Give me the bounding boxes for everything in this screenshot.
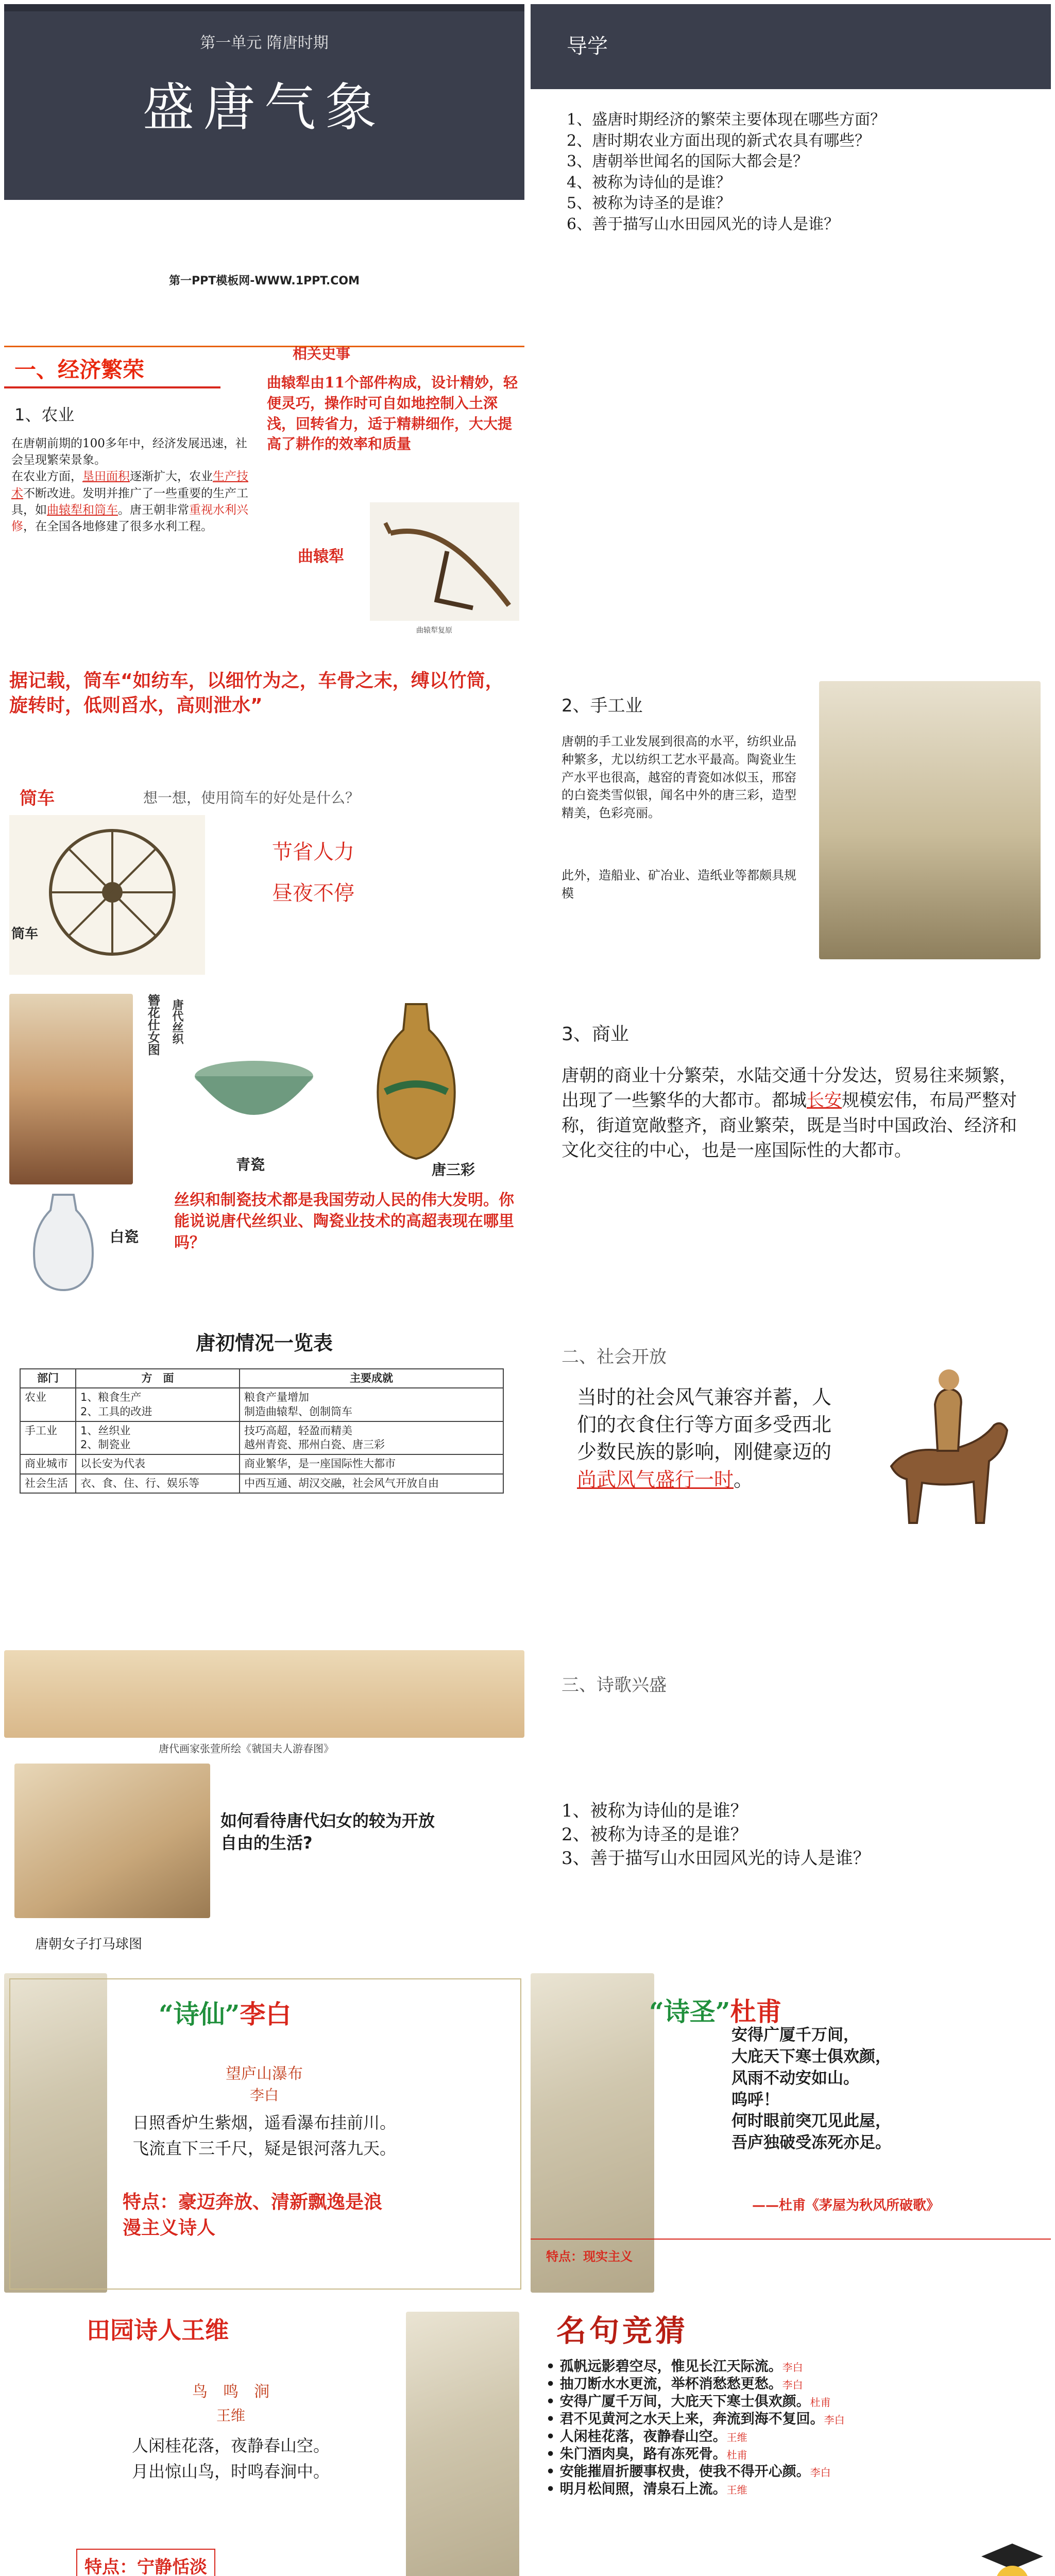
guide-item: 5、被称为诗圣的是谁？ [567, 194, 731, 212]
table-title: 唐初情况一览表 [195, 1332, 333, 1354]
quiz-line: 孤帆远影碧空尽，惟见长江天际流。 [559, 2359, 782, 2375]
handicraft-text-2: 此外，造船业、矿冶业、造纸业等都颇具规模 [561, 868, 796, 901]
plow-illustration [370, 502, 519, 621]
quiz-answer: 王维 [726, 2484, 747, 2497]
guide-item: 3、唐朝举世闻名的国际大都会是？ [567, 152, 809, 171]
slide-13-dufu [531, 1973, 1051, 2293]
table-cell: 商业城市 [20, 1454, 76, 1473]
white-porcelain-label: 白瓷 [110, 1228, 139, 1245]
heading-underline [4, 386, 220, 388]
bowl-body [195, 1076, 313, 1115]
slide-7-commerce [531, 989, 1051, 1308]
waterwheel-label: 筒车 [20, 788, 55, 809]
poetry-question: 2、被称为诗圣的是谁？ [561, 1824, 748, 1845]
table-cell: 社会生活 [20, 1474, 76, 1493]
slide-10-women [4, 1645, 524, 1964]
table-cell: 农业 [20, 1388, 76, 1421]
celadon-label: 青瓷 [236, 1156, 265, 1173]
waterwheel-quote: 据记载，筒车“如纺车，以细竹为之，车骨之末，缚以竹筒，旋转时，低则舀水，高则泄水” [9, 670, 504, 716]
quiz-item: • 明月松间照，清泉石上流。王维 [546, 2481, 747, 2498]
poem-title: 鸟 鸣 涧 [192, 2383, 269, 2401]
agri-text: ，在全国各地修建了很多水利工程。 [23, 519, 213, 533]
slide-4-waterwheel [4, 660, 524, 980]
handicraft-text: 唐朝的手工业发展到很高的水平，纺织业品种繁多，尤以纺织工艺水平最高。陶瓷业生产水平也很高，越窑的青瓷如冰似玉，邢窑的白瓷类雪似银，闻名中外的唐三彩，造型精美，色彩亮丽。 [561, 734, 796, 821]
waterwheel-side-label: 筒车 [11, 926, 39, 942]
guide-item: 2、唐时期农业方面出现的新式农具有哪些？ [567, 131, 871, 150]
agri-highlight: 垦田面积 [82, 470, 130, 484]
agri-text: 逐渐扩大，农业 [130, 470, 213, 484]
agri-highlight: 重视水利兴修 [11, 503, 248, 533]
title-part: “诗仙” [159, 1999, 240, 2029]
table-header-cell: 主要成就 [240, 1369, 503, 1388]
dufu-poem [731, 2025, 891, 2154]
agri-highlight: 曲辕犁和筒车 [47, 503, 118, 517]
rider-body [935, 1389, 961, 1451]
table-cell: 粮食产量增加 制造曲辕犁、创制筒车 [240, 1388, 503, 1421]
quiz-answer: 王维 [726, 2431, 747, 2444]
quiz-item: • 朱门酒肉臭，路有冻死骨。杜甫 [546, 2446, 747, 2463]
header-strip [4, 4, 524, 11]
celadon-bowl [190, 1040, 318, 1143]
quiz-line: 明月松间照，清泉石上流。 [559, 2481, 727, 2498]
poem-line: 大庇天下寒士俱欢颜， [731, 2047, 891, 2066]
poem-line: 何时眼前突兀见此屋， [731, 2112, 891, 2131]
quiz-answer: 杜甫 [810, 2396, 831, 2409]
tricolor-label: 唐三彩 [432, 1161, 475, 1178]
sub-heading-commerce: 3、商业 [561, 1024, 629, 1045]
crafts-question: 丝织和制瓷技术都是我国劳动人民的伟大发明。你能说说唐代丝织业、陶瓷业技术的高超表现在哪里吗？ [174, 1191, 514, 1252]
slide-3-agriculture [4, 332, 524, 652]
quiz-item: • 君不见黄河之水天上来，奔流到海不复回。李白 [546, 2411, 845, 2428]
guide-item: 1、盛唐时期经济的繁荣主要体现在哪些方面？ [567, 111, 886, 129]
quiz-answer: 李白 [824, 2414, 845, 2427]
sub-heading-social: 二、社会开放 [561, 1347, 667, 1367]
quiz-line: 人闲桂花落，夜静春山空。 [559, 2429, 727, 2445]
spring-outing-painting [4, 1650, 524, 1738]
slide-14-wangwei [4, 2301, 524, 2576]
agri-text: 不断改进。发明并推广了一些重要的生产工具，如 [11, 486, 248, 517]
polo-caption: 唐朝女子打马球图 [35, 1937, 143, 1952]
ship-image [819, 681, 1041, 959]
poem-line: 日照香炉生紫烟，遥看瀑布挂前川。 [132, 2113, 396, 2132]
poetry-question: 3、善于描写山水田园风光的诗人是谁？ [561, 1848, 871, 1869]
libai-title [159, 1994, 292, 2031]
table-cell: 以长安为代表 [76, 1454, 240, 1473]
porcelain-body [34, 1195, 93, 1290]
rider-head [939, 1369, 959, 1390]
polo-painting [14, 1764, 210, 1918]
slide-5-handicraft [531, 660, 1051, 980]
table-cell: 1、丝织业 2、制瓷业 [76, 1421, 240, 1455]
summary-table [20, 1368, 504, 1494]
table-cell: 手工业 [20, 1421, 76, 1455]
quiz-answer: 李白 [782, 2379, 803, 2392]
agri-text: 。唐王朝非常 [118, 503, 189, 517]
guide-item: 6、善于描写山水田园风光的诗人是谁？ [567, 215, 840, 233]
table-row [20, 1421, 503, 1455]
table-cell: 1、粮食生产 2、工具的改进 [76, 1388, 240, 1421]
guide-list [567, 110, 886, 235]
table-cell: 商业繁华，是一座国际性大都市 [240, 1454, 503, 1473]
women-question: 如何看待唐代妇女的较为开放自由的生活? [220, 1811, 435, 1853]
related-facts-title: 相关史事 [293, 345, 351, 362]
cap-board [981, 2544, 1043, 2569]
slide-12-libai [4, 1973, 524, 2293]
poem-author: 王维 [216, 2407, 245, 2424]
painting-caption: 唐代画家张萱所绘《虢国夫人游春图》 [159, 1742, 334, 1755]
wangwei-title: 田园诗人王维 [87, 2316, 229, 2344]
dufu-portrait [531, 1973, 654, 2293]
agri-paragraph [11, 435, 248, 535]
social-text [577, 1384, 845, 1494]
agri-highlight: 生产技术 [11, 470, 248, 500]
slide-8-table [4, 1317, 524, 1636]
sub-heading-poetry: 三、诗歌兴盛 [561, 1675, 667, 1696]
related-facts-text: 曲辕犁由11个部件构成，设计精妙，轻便灵巧，操作时可自如地控制入土深浅，回转省力，适于精耕细作，大大提高了耕作的效率和质量 [267, 374, 518, 453]
dufu-feature: 特点：现实主义 [546, 2249, 633, 2264]
wangwei-feature: 特点：宁静恬淡 [76, 2549, 215, 2576]
quiz-answer: 李白 [782, 2361, 803, 2374]
wangwei-portrait [406, 2312, 519, 2576]
graduate-cartoon-icon [979, 2538, 1046, 2576]
poem-title: 望庐山瀑布 [226, 2065, 303, 2083]
libai-feature: 特点：豪迈奔放、清新飘逸是浪漫主义诗人 [123, 2192, 383, 2239]
quiz-item: • 孤帆远影碧空尽，惟见长江天际流。李白 [546, 2359, 803, 2375]
slide-15-quiz [531, 2301, 1051, 2576]
poetry-question: 1、被称为诗仙的是谁？ [561, 1801, 748, 1821]
poem-author: 李白 [249, 2087, 279, 2104]
plow-label: 曲辕犁 [298, 548, 344, 566]
poem-line: 安得广厦千万间， [731, 2026, 859, 2044]
quiz-list [546, 2358, 845, 2498]
section-bar [4, 346, 524, 347]
title-part: 杜甫 [730, 1996, 782, 2027]
table-cell: 技巧高超，轻盈而精美 越州青瓷、邢州白瓷、唐三彩 [240, 1421, 503, 1455]
slide-1-title [4, 4, 524, 324]
silk-label: 唐代丝织 [171, 999, 183, 1044]
slide-6-crafts [4, 989, 524, 1308]
slide-11-poetry [531, 1645, 1051, 1964]
guide-title: 导学 [567, 35, 608, 58]
agri-text: 在唐朝前期的100多年中，经济发展迅速，社会呈现繁荣景象。 [11, 437, 247, 467]
table-row [20, 1388, 503, 1421]
poetry-questions [561, 1800, 871, 1871]
social-text-part: 。 [734, 1468, 754, 1491]
sub-heading-handicraft: 2、手工业 [561, 696, 643, 716]
quiz-line: 朱门酒肉臭，路有冻死骨。 [559, 2446, 727, 2463]
table-header-row [20, 1369, 503, 1388]
feature-divider [531, 2239, 1051, 2240]
slide-2-guide [531, 4, 1051, 324]
horse-rider-figurine [860, 1348, 1030, 1564]
quiz-line: 君不见黄河之水天上来，奔流到海不复回。 [559, 2411, 824, 2428]
social-highlight: 尚武风气盛行一时 [577, 1468, 734, 1491]
lady-painting [9, 994, 133, 1184]
poem-line: 风雨不动安如山。 [731, 2069, 859, 2088]
wheel-spokes [50, 831, 174, 954]
plow-caption: 曲辕犁复原 [416, 626, 452, 635]
sub-heading-agri: 1、农业 [14, 405, 75, 425]
unit-header: 第一单元 隋唐时期 [200, 34, 329, 52]
poem-line: 月出惊山鸟，时鸣春涧中。 [131, 2462, 330, 2481]
agri-text: 在农业方面， [11, 470, 82, 484]
cartoon-face [996, 2566, 1029, 2576]
benefit-2: 昼夜不停 [272, 882, 354, 905]
benefit-1: 节省人力 [272, 840, 354, 864]
slide-9-social [531, 1317, 1051, 1636]
poem-line: 呜呼！ [731, 2090, 779, 2109]
poem-line: 人闲桂花落，夜静春山空。 [131, 2436, 330, 2455]
table-header-cell: 方 面 [76, 1369, 240, 1388]
quiz-line: 抽刀断水水更流，举杯消愁愁更愁。 [559, 2376, 782, 2393]
table-cell: 中西互通、胡汉交融，社会风气开放自由 [240, 1474, 503, 1493]
quiz-line: 安得广厦千万间，大庇天下寒士俱欢颜。 [559, 2394, 810, 2410]
quiz-item: • 人闲桂花落，夜静春山空。王维 [546, 2429, 747, 2445]
commerce-text [561, 1063, 1025, 1163]
quiz-answer: 杜甫 [726, 2449, 747, 2462]
table-cell: 衣、食、住、行、娱乐等 [76, 1474, 240, 1493]
changan-link: 长安 [807, 1090, 842, 1111]
tricolor-vase [365, 999, 468, 1164]
guide-header-panel [531, 4, 1051, 89]
commerce-text-part: 唐朝的商业十分繁荣，水陆交通十分发达，贸易往来频繁，出现了一些繁华的大都市。都城 [561, 1065, 1017, 1111]
waterwheel-illustration [9, 815, 205, 975]
table-row [20, 1474, 503, 1493]
quiz-item: • 抽刀断水水更流，举杯消愁愁更愁。李白 [546, 2376, 803, 2393]
vertical-text: 簪花仕女图 [145, 994, 160, 1056]
quiz-item: • 安得广厦千万间，大庇天下寒士俱欢颜。杜甫 [546, 2394, 831, 2410]
dufu-source: ——杜甫《茅屋为秋风所破歌》 [752, 2198, 940, 2213]
title-part: 李白 [240, 1999, 292, 2029]
quiz-title: 名句竞猜 [556, 2313, 689, 2348]
table-header-cell: 部门 [20, 1369, 76, 1388]
title-part: “诗圣” [649, 1996, 730, 2027]
quiz-line: 安能摧眉折腰事权贵，使我不得开心颜。 [559, 2464, 810, 2480]
quiz-answer: 李白 [810, 2466, 831, 2479]
template-footer: 第一PPT模板网-WWW.1PPT.COM [168, 275, 360, 287]
lesson-title: 盛唐气象 [143, 77, 386, 138]
guide-item: 4、被称为诗仙的是谁？ [567, 173, 731, 192]
commerce-text-part: 规模宏伟，布局严整对称，街道宽敞整齐，商业繁荣，既是当时中国政治、经济和文化交往的中心，也是一座国际性的大都市。 [561, 1090, 1017, 1161]
table-row [20, 1454, 503, 1473]
waterwheel-question: 想一想，使用筒车的好处是什么？ [143, 789, 360, 806]
poem-line: 吾庐独破受冻死亦足。 [731, 2133, 891, 2153]
poem-line: 飞流直下三千尺，疑是银河落九天。 [132, 2139, 396, 2158]
social-text-part: 当时的社会风气兼容并蓄，人们的衣食住行等方面多受西北少数民族的影响，刚健豪迈的 [577, 1386, 832, 1464]
dufu-title [649, 1991, 782, 2028]
white-porcelain [25, 1190, 102, 1293]
quiz-item: • 安能摧眉折腰事权贵，使我不得开心颜。李白 [546, 2464, 831, 2480]
vertical-caption [146, 994, 166, 1058]
section-heading: 一、经济繁荣 [14, 357, 145, 382]
